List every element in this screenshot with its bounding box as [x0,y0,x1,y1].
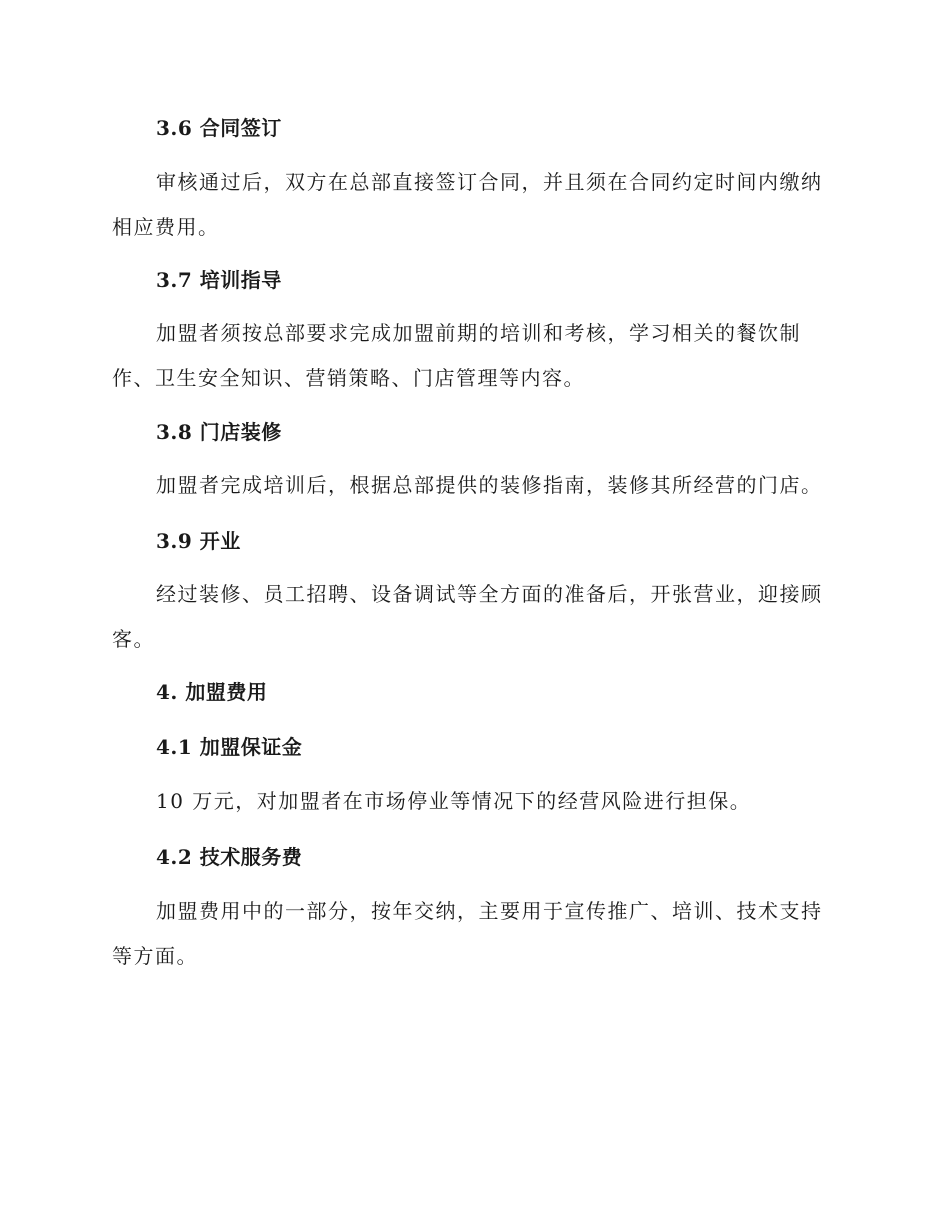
section-heading-4-1: 4.1 加盟保证金 [156,735,303,759]
section-body-4-1: 10 万元，对加盟者在市场停业等情况下的经营风险进行担保。 [156,789,752,813]
section-heading-3-8: 3.8 门店装修 [156,420,282,444]
section-heading-3-9: 3.9 开业 [156,529,241,553]
section-body-3-6: 审核通过后，双方在总部直接签订合同，并且须在合同约定时间内缴纳相应费用。 [112,170,823,239]
section-heading-3-6: 3.6 合同签订 [156,116,282,140]
section-body-3-8: 加盟者完成培训后，根据总部提供的装修指南，装修其所经营的门店。 [156,473,823,497]
section-heading-3-7: 3.7 培训指导 [156,268,282,292]
section-heading-4: 4. 加盟费用 [156,680,268,704]
section-body-4-2: 加盟费用中的一部分，按年交纳，主要用于宣传推广、培训、技术支持等方面。 [112,899,823,968]
section-heading-4-2: 4.2 技术服务费 [156,845,303,869]
section-body-3-9: 经过装修、员工招聘、设备调试等全方面的准备后，开张营业，迎接顾客。 [112,582,823,651]
section-body-3-7: 加盟者须按总部要求完成加盟前期的培训和考核，学习相关的餐饮制作、卫生安全知识、营销策略、门店管理等内容。 [112,321,801,390]
